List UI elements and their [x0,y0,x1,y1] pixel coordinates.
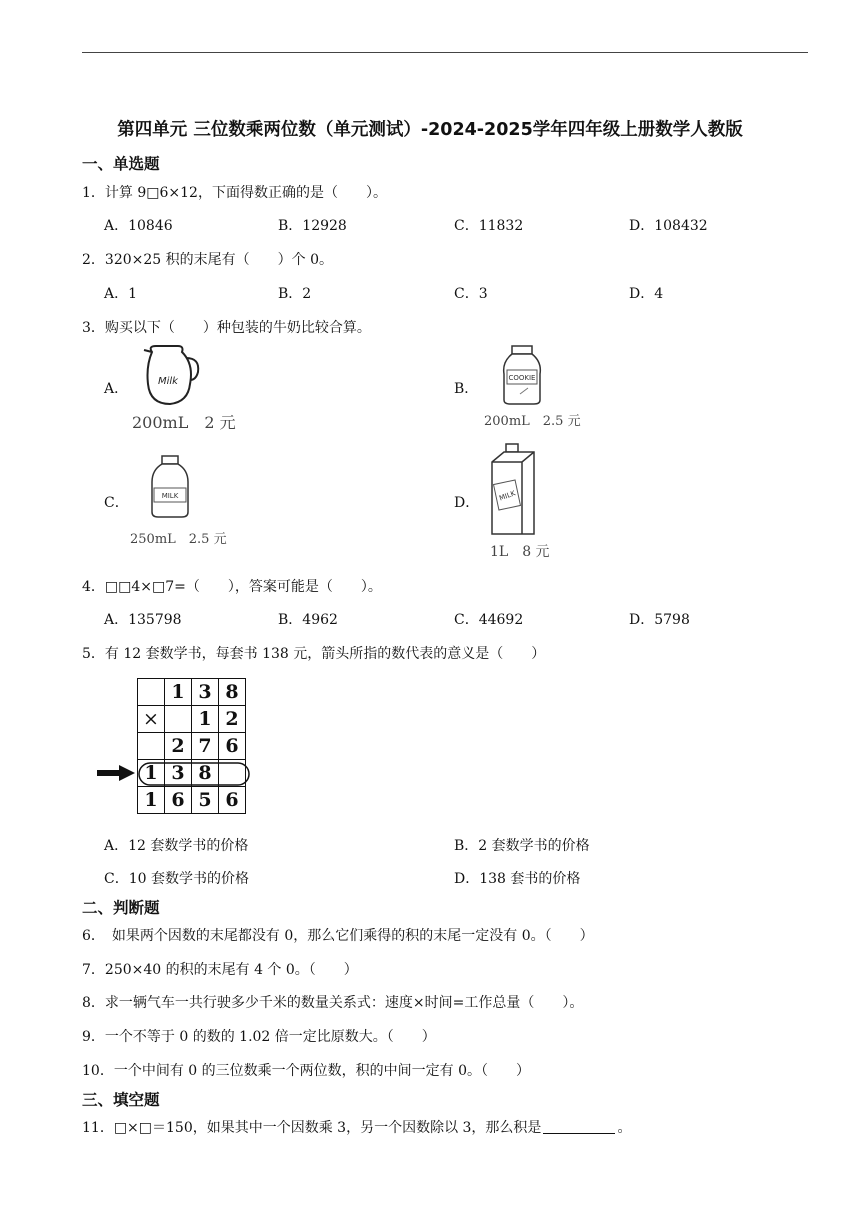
q3-option-c[interactable]: C． [104,495,129,511]
q5-option-a[interactable]: A．12 套数学书的价格 [104,838,249,854]
grid-cell: 2 [219,706,246,733]
grid-row [138,679,246,706]
bottle-small-label-text: MILK [161,492,179,500]
grid-cell: 3 [192,679,219,706]
grid-cell: 6 [219,787,246,814]
q5-option-c[interactable]: C．10 套数学书的价格 [104,871,249,887]
question-3-stem: 3．购买以下（ ）种包装的牛奶比较合算。 [82,320,371,336]
judge-question-6: 6． 如果两个因数的末尾都没有 0，那么它们乘得的积的末尾一定没有 0。（ ） [82,928,594,944]
grid-cell: 5 [192,787,219,814]
q2-option-b[interactable]: B．2 [278,286,312,302]
q1-option-a[interactable]: A．10846 [104,218,173,234]
section-heading-single-choice: 一、单选题 [82,155,160,173]
grid-cell [165,706,192,733]
grid-row [138,733,246,760]
carton-label-text: MILK [498,489,517,503]
question-5-stem: 5．有 12 套数学书，每套书 138 元，箭头所指的数代表的意义是（ ） [82,646,546,662]
q2-option-a[interactable]: A．1 [104,286,138,302]
question-4-stem: 4．□□4×□7=（ ），答案可能是（ ）。 [82,579,382,595]
grid-cell: 8 [219,679,246,706]
grid-cell [138,733,165,760]
q3-option-b[interactable]: B． [454,381,479,397]
q4-option-c[interactable]: C．44692 [454,612,524,628]
q4-option-a[interactable]: A．135798 [104,612,182,628]
q1-option-c[interactable]: C．11832 [454,218,524,234]
grid-cell: 3 [165,760,192,787]
question-11-tail: 。 [617,1120,632,1136]
grid-cell: 1 [138,760,165,787]
q2-option-c[interactable]: C．3 [454,286,488,302]
judge-question-8: 8．求一辆气车一共行驶多少千米的数量关系式：速度×时间=工作总量（ ）。 [82,995,584,1011]
q3-caption-b: 200mL 2.5 元 [484,414,581,429]
q3-caption-a: 200mL 2 元 [132,413,236,432]
judge-question-10: 10．一个中间有 0 的三位数乘一个两位数，积的中间一定有 0。（ ） [82,1063,530,1079]
grid-cell: 7 [192,733,219,760]
bottle-label-text: COOKIE [508,374,536,382]
header-rule [82,52,808,53]
multiplication-grid [137,678,246,814]
grid-row [138,706,246,733]
q5-option-b[interactable]: B．2 套数学书的价格 [454,838,590,854]
grid-row [138,787,246,814]
question-1-stem: 1．计算 9□6×12，下面得数正确的是（ ）。 [82,185,387,201]
milk-bottle-small-icon [148,454,192,520]
grid-cell [138,679,165,706]
q4-option-d[interactable]: D．5798 [629,612,690,628]
milk-bottle-icon [500,344,544,406]
answer-blank[interactable] [543,1119,615,1134]
grid-cell: 1 [138,787,165,814]
milk-carton-icon [486,442,540,538]
q1-option-b[interactable]: B．12928 [278,218,347,234]
q3-option-a[interactable]: A． [104,381,129,397]
section-heading-true-false: 二、判断题 [82,899,160,917]
grid-cell: 1 [192,706,219,733]
q3-caption-c: 250mL 2.5 元 [130,532,227,547]
q1-option-d[interactable]: D．108432 [629,218,708,234]
jug-label-text: Milk [158,376,178,387]
grid-cell: × [138,706,165,733]
grid-cell: 8 [192,760,219,787]
q3-option-d[interactable]: D． [454,495,480,511]
q4-option-b[interactable]: B．4962 [278,612,338,628]
highlight-oval [137,760,253,788]
question-11-stem: 11．□×□＝150，如果其中一个因数乘 3，另一个因数除以 3，那么积是 [82,1120,542,1136]
grid-cell: 2 [165,733,192,760]
milk-jug-icon [138,344,204,408]
grid-cell: 6 [165,787,192,814]
q2-option-d[interactable]: D．4 [629,286,664,302]
grid-cell: 1 [165,679,192,706]
judge-question-7: 7．250×40 的积的末尾有 4 个 0。（ ） [82,962,358,978]
judge-question-9: 9．一个不等于 0 的数的 1.02 倍一定比原数大。（ ） [82,1029,436,1045]
q5-option-d[interactable]: D．138 套书的价格 [454,871,581,887]
grid-cell: 6 [219,733,246,760]
pointing-arrow-icon [97,765,137,781]
question-11 [82,1117,631,1137]
page-title: 第四单元 三位数乘两位数（单元测试）-2024-2025学年四年级上册数学人教版 [117,120,743,140]
question-2-stem: 2．320×25 积的末尾有（ ）个 0。 [82,252,333,268]
section-heading-fill-in: 三、填空题 [82,1091,160,1109]
q3-caption-d: 1L 8 元 [490,544,550,560]
